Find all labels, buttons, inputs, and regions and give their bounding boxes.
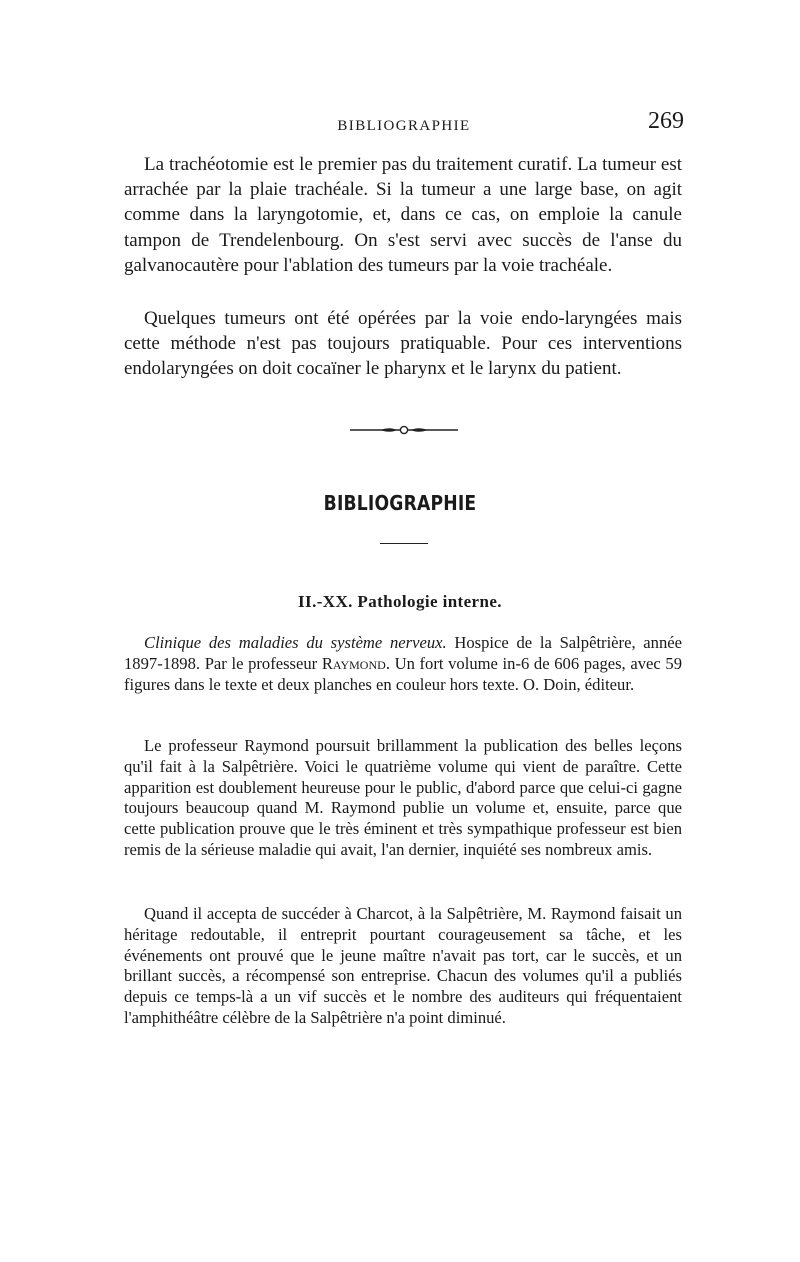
running-head [124, 108, 684, 142]
book-citation [124, 633, 682, 695]
paragraph-tracheotomy: La trachéotomie est le premier pas du traitement curatif. La tumeur est arrachée par la plaie trachéale. Si la tumeur a une large base, on agit comme dans la laryngotomie, et, dans ce cas, on emploie la canule tampon de Trendelenbourg. On s'est servi avec succès de l'anse du galvanocautère pour l'ablation des tumeurs par la voie trachéale. [124, 154, 682, 276]
review-paragraph: Quand il accepta de succéder à Charcot, à la Salpêtrière, M. Raymond faisait un héritage redoutable, il entreprit pourtant courageusement sa tâche, et les événements ont prouvé que le jeune maître n'avait pas tort, car le succès, et un brillant succès, a récompensé son entreprise. Chacun des volumes qu'il a publiés depuis ce temps-là a un vif succès et le nombre des auditeurs qui fréquentaient l'amphithéâtre célèbre de la Salpêtrière n'a point diminué. [124, 904, 682, 1027]
page-number: 269 [648, 108, 684, 134]
author-name: Raymond [321, 653, 386, 673]
section-heading: BIBLIOGRAPHIE [323, 491, 477, 515]
running-head-title: BIBLIOGRAPHIE [337, 118, 471, 134]
book-title: Clinique des maladies du système nerveux. [144, 633, 447, 652]
review-paragraph: Le professeur Raymond poursuit brillamment la publication des belles leçons qu'il fait à la Salpêtrière. Voici le quatrième volume qui vient de paraître. Cette apparition est doublement heureuse pour le public, d'abord parce que celui-ci gagne toujours beaucoup quand M. Raymond publie un volume et, ensuite, parce que cette publication prouve que le très éminent et très sympathique professeur est bien remis de la sérieuse maladie qui avait, l'an dernier, inquiété ses nombreux amis. [124, 736, 682, 859]
ornament-divider [350, 423, 458, 437]
paragraph-endolaryngeal: Quelques tumeurs ont été opérées par la voie endo-laryngées mais cette méthode n'est pas toujours pratiquable. Pour ces interventions endolaryngées on doit cocaïner le pharynx et le larynx du patient. [124, 308, 682, 380]
subsection-heading: II.-XX. Pathologie interne. [298, 592, 502, 611]
citation-text-1: Hospice de la Salpêtrière, année 1897-1898. Par le professeur [124, 633, 682, 673]
citation-text-2: . Un fort volume in-6 de 606 pages, avec 59 figures dans le texte et deux planches en couleur hors texte. O. Doin, éditeur. [124, 653, 682, 694]
heading-rule [380, 543, 428, 544]
